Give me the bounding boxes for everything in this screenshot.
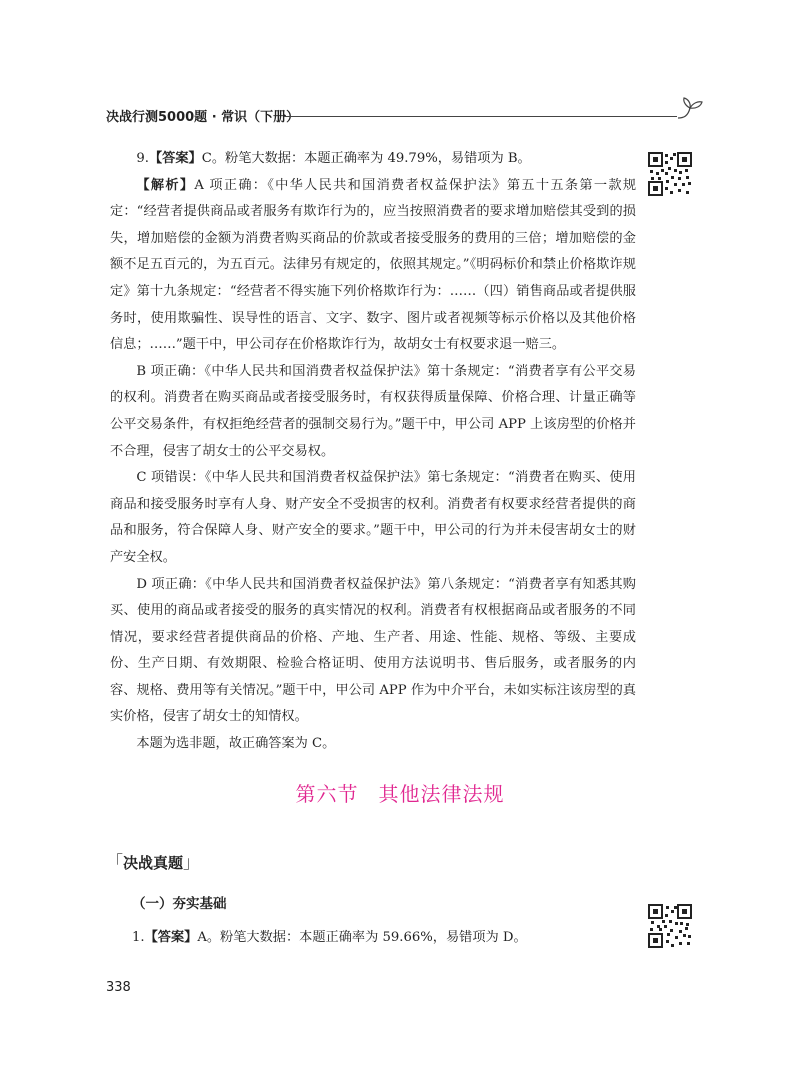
analysis-text-a: A 项正确：《中华人民共和国消费者权益保护法》第五十五条第一款规定：“经营者提供商品或者服务有欺诈行为的，应当按照消费者的要求增加赔偿其受到的损失，增加赔偿的金额为消费者购买商品的价款或者接受服务的费用的三倍；增加赔偿的金额不足五百元的，为五百元。法律另有规定的，依照其规定。”《明码标价和禁止价格欺诈规定》第十九条规定：“经营者不得实施下列价格欺诈行为：……（四）销售商品或者提供服务时，使用欺骗性、误导性的语言、文字、数字、图片或者视频等标示价格以及其他价格信息；……”题干中，甲公司存在价格欺诈行为，故胡女士有权要求退一赔三。 <box>110 177 637 353</box>
analysis-paragraph-d: D 项正确：《中华人民共和国消费者权益保护法》第八条规定：“消费者享有知悉其购买、使用的商品或者接受的服务的真实情况的权利。消费者有权根据商品或者服务的不同情况，要求经营者提供商品的价格、产地、生产者、用途、性能、规格、等级、主要成份、生产日期、有效期限、检验合格证明、使用方法说明书、售后服务，或者服务的内容、规格、费用等有关情况。”题干中，甲公司 APP 作为中介平台，未如实标注该房型的真实价格，侵害了胡女士的知情权。 <box>110 576 636 725</box>
answer-text: C。粉笔大数据：本题正确率为 49.79%，易错项为 B。 <box>201 151 531 166</box>
analysis-paragraph-c: C 项错误：《中华人民共和国消费者权益保护法》第七条规定：“消费者在购买、使用商品和接受服务时享有人身、财产安全不受损害的权利。消费者有权要求经营者提供的商品和服务，符合保障人身、财产安全的要求。”题干中，甲公司的行为并未侵害胡女士的财产安全权。 <box>110 470 636 565</box>
answer-label: 【答案】 <box>144 930 198 945</box>
running-header <box>106 102 701 130</box>
bracket-left: 「 <box>106 853 123 873</box>
analysis-paragraph-b: B 项正确：《中华人民共和国消费者权益保护法》第十条规定：“消费者享有公平交易的权利。消费者在购买商品或者接受服务时，有权获得质量保障、价格合理、计量正确等公平交易条件，有权拒绝经营者的强制交易行为。”题干中，甲公司 APP 上该房型的价格并不合理，侵害了胡女士的公平交易权。 <box>110 363 636 459</box>
sprout-icon <box>674 94 706 124</box>
answer-label: 【答案】 <box>148 151 202 166</box>
section-name: 其他法律法规 <box>378 782 505 806</box>
subheading <box>106 848 200 873</box>
question-number: 1. <box>132 930 145 945</box>
question-number: 9. <box>136 151 149 166</box>
analysis-paragraph-a <box>110 173 636 359</box>
section-number: 第六节 <box>295 782 359 806</box>
header-rule <box>284 116 677 117</box>
subheading-text: 决战真题 <box>123 854 184 872</box>
section-title <box>0 778 800 807</box>
qr-code-icon <box>648 152 692 196</box>
sub-subheading: （一）夯实基础 <box>132 896 227 912</box>
header-title: 决战行测5000题 · 常识（下册） <box>106 110 300 125</box>
qr-code-icon <box>648 904 692 948</box>
page-number: 338 <box>106 980 131 995</box>
conclusion: 本题为选非题，故正确答案为 C。 <box>136 736 336 752</box>
answer-line-q1 <box>132 926 527 945</box>
answer-text: A。粉笔大数据：本题正确率为 59.66%，易错项为 D。 <box>197 930 527 945</box>
answer-body <box>110 146 636 758</box>
bracket-right: 」 <box>183 853 201 873</box>
analysis-label: 【解析】 <box>136 177 195 193</box>
answer-line <box>110 146 636 173</box>
